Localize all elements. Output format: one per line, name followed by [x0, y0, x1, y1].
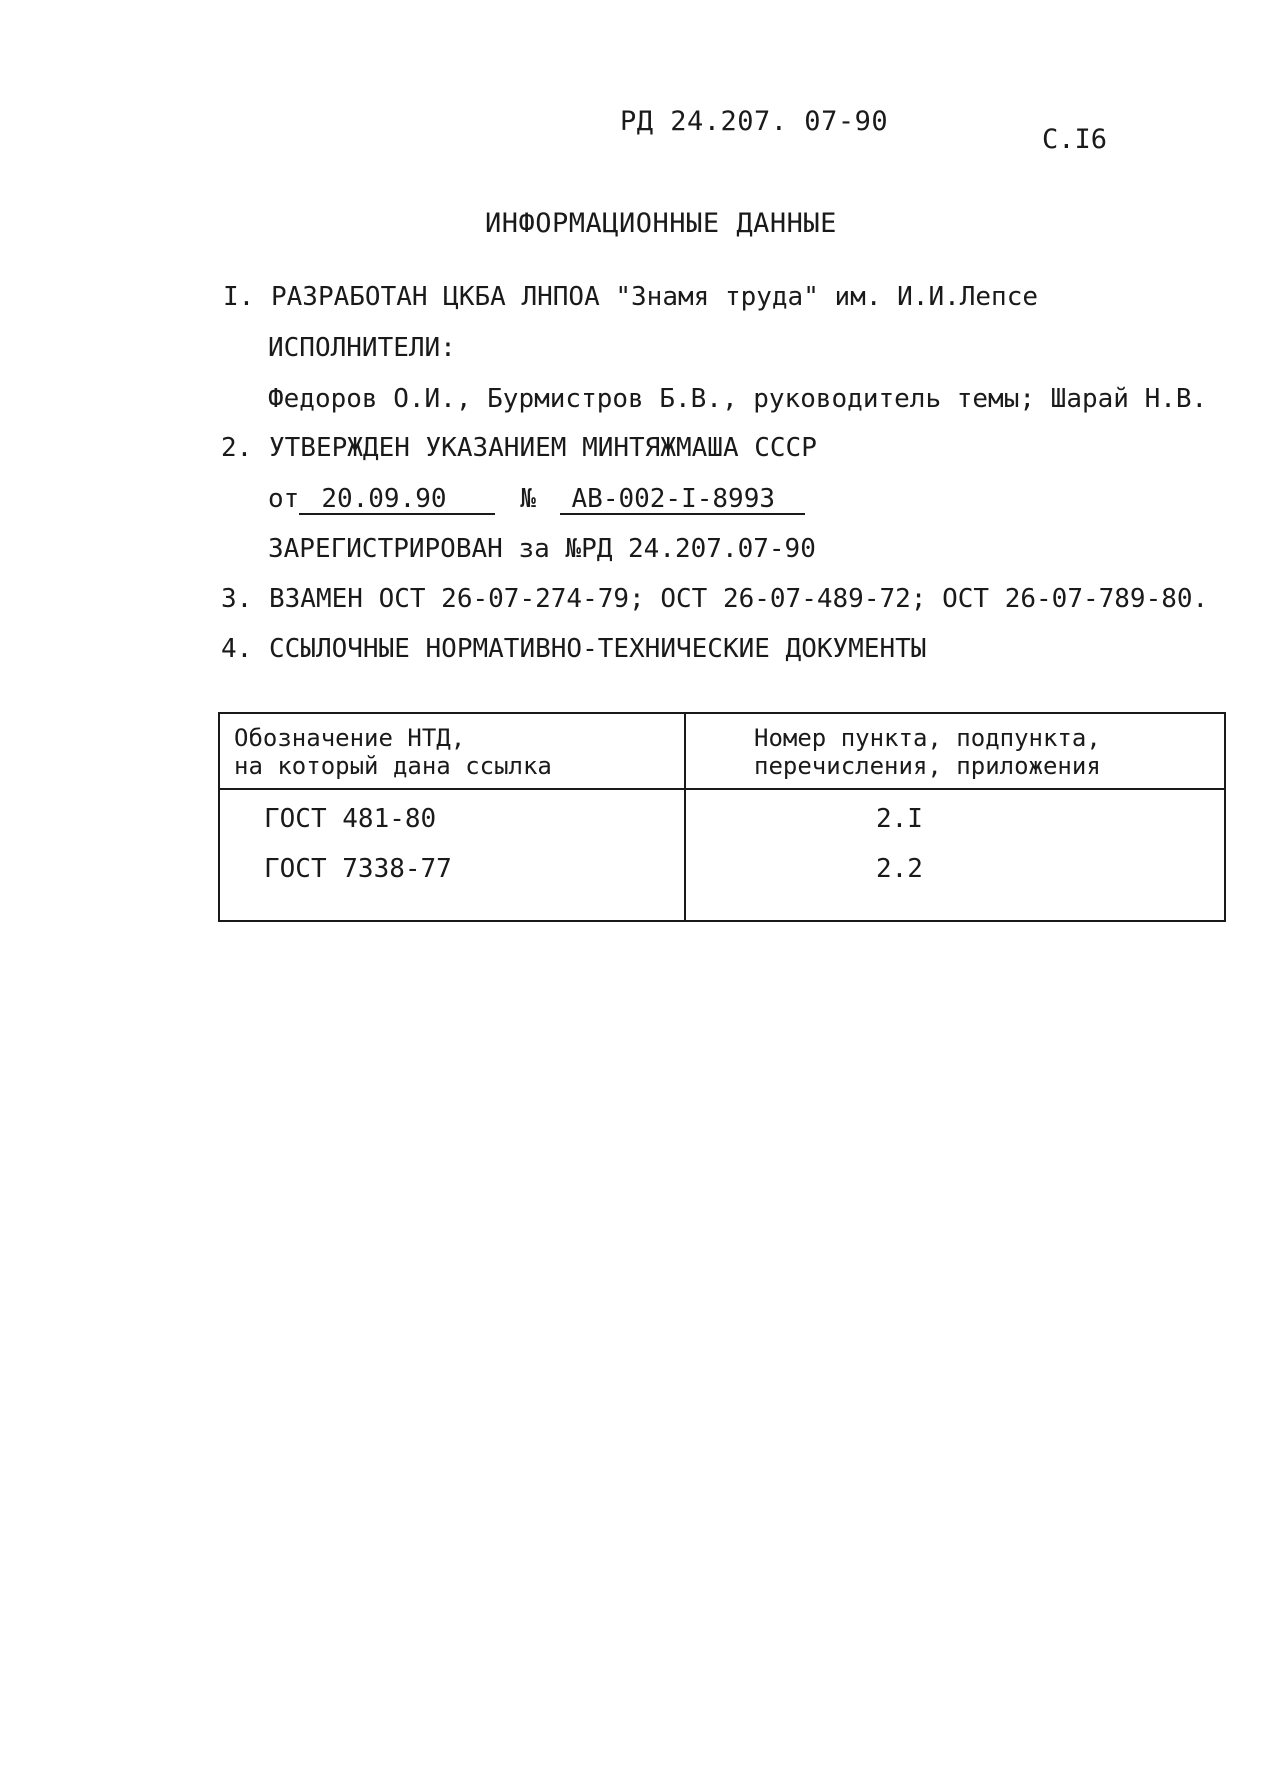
- table-header-col1-line2: на который дана ссылка: [234, 752, 552, 780]
- performers-list: Федоров О.И., Бурмистров Б.В., руководитель темы; Шарай Н.В.: [268, 384, 1208, 414]
- table-header-col1-line1: Обозначение НТД,: [234, 724, 466, 752]
- item-3: [221, 584, 1208, 614]
- number-sign: №: [520, 484, 536, 514]
- performers-label: ИСПОЛНИТЕЛИ:: [268, 333, 456, 363]
- approval-date: 20.09.90: [299, 486, 494, 515]
- table-header-col2-line1: Номер пункта, подпункта,: [754, 724, 1101, 752]
- item-1-number: I.: [223, 282, 255, 312]
- table-row-1-clause: 2.I: [876, 804, 923, 834]
- table-left-border: [218, 712, 220, 922]
- table-header-col2-line2: перечисления, приложения: [754, 752, 1101, 780]
- approval-number: АВ-002-I-8993: [560, 486, 806, 515]
- table-row-1-doc: ГОСТ 481-80: [264, 804, 437, 834]
- table-header-col2: [754, 724, 1101, 780]
- table-row-2-doc: ГОСТ 7338-77: [264, 854, 452, 884]
- table-top-border: [218, 712, 1226, 714]
- date-prefix: от: [268, 484, 300, 514]
- item-1: [223, 282, 1038, 312]
- item-1-text: РАЗРАБОТАН ЦКБА ЛНПОА "Знамя труда" им. И.И.Лепсе: [271, 282, 1039, 312]
- table-bottom-border: [218, 920, 1226, 922]
- item-3-text: ВЗАМЕН ОСТ 26-07-274-79; ОСТ 26-07-489-72; ОСТ 26-07-789-80.: [269, 584, 1209, 614]
- registration-line: ЗАРЕГИСТРИРОВАН за №РД 24.207.07-90: [268, 534, 816, 564]
- item-4-text: ССЫЛОЧНЫЕ НОРМАТИВНО-ТЕХНИЧЕСКИЕ ДОКУМЕНТЫ: [269, 634, 927, 664]
- table-column-divider: [684, 712, 686, 922]
- item-2: [221, 433, 817, 463]
- item-2-text: УТВЕРЖДЕН УКАЗАНИЕМ МИНТЯЖМАША СССР: [269, 433, 817, 463]
- table-header-col1: [234, 724, 552, 780]
- item-4: [221, 634, 926, 664]
- table-row-2-clause: 2.2: [876, 854, 923, 884]
- item-2-number: 2.: [221, 433, 253, 463]
- item-4-number: 4.: [221, 634, 253, 664]
- item-3-number: 3.: [221, 584, 253, 614]
- reference-documents-table: [218, 712, 1226, 922]
- document-code: РД 24.207. 07-90: [620, 106, 889, 137]
- table-header-divider: [218, 788, 1226, 790]
- table-right-border: [1224, 712, 1226, 922]
- page-title: ИНФОРМАЦИОННЫЕ ДАННЫЕ: [485, 208, 837, 239]
- approval-date-line: [268, 484, 805, 515]
- page-number: С.I6: [1042, 124, 1108, 155]
